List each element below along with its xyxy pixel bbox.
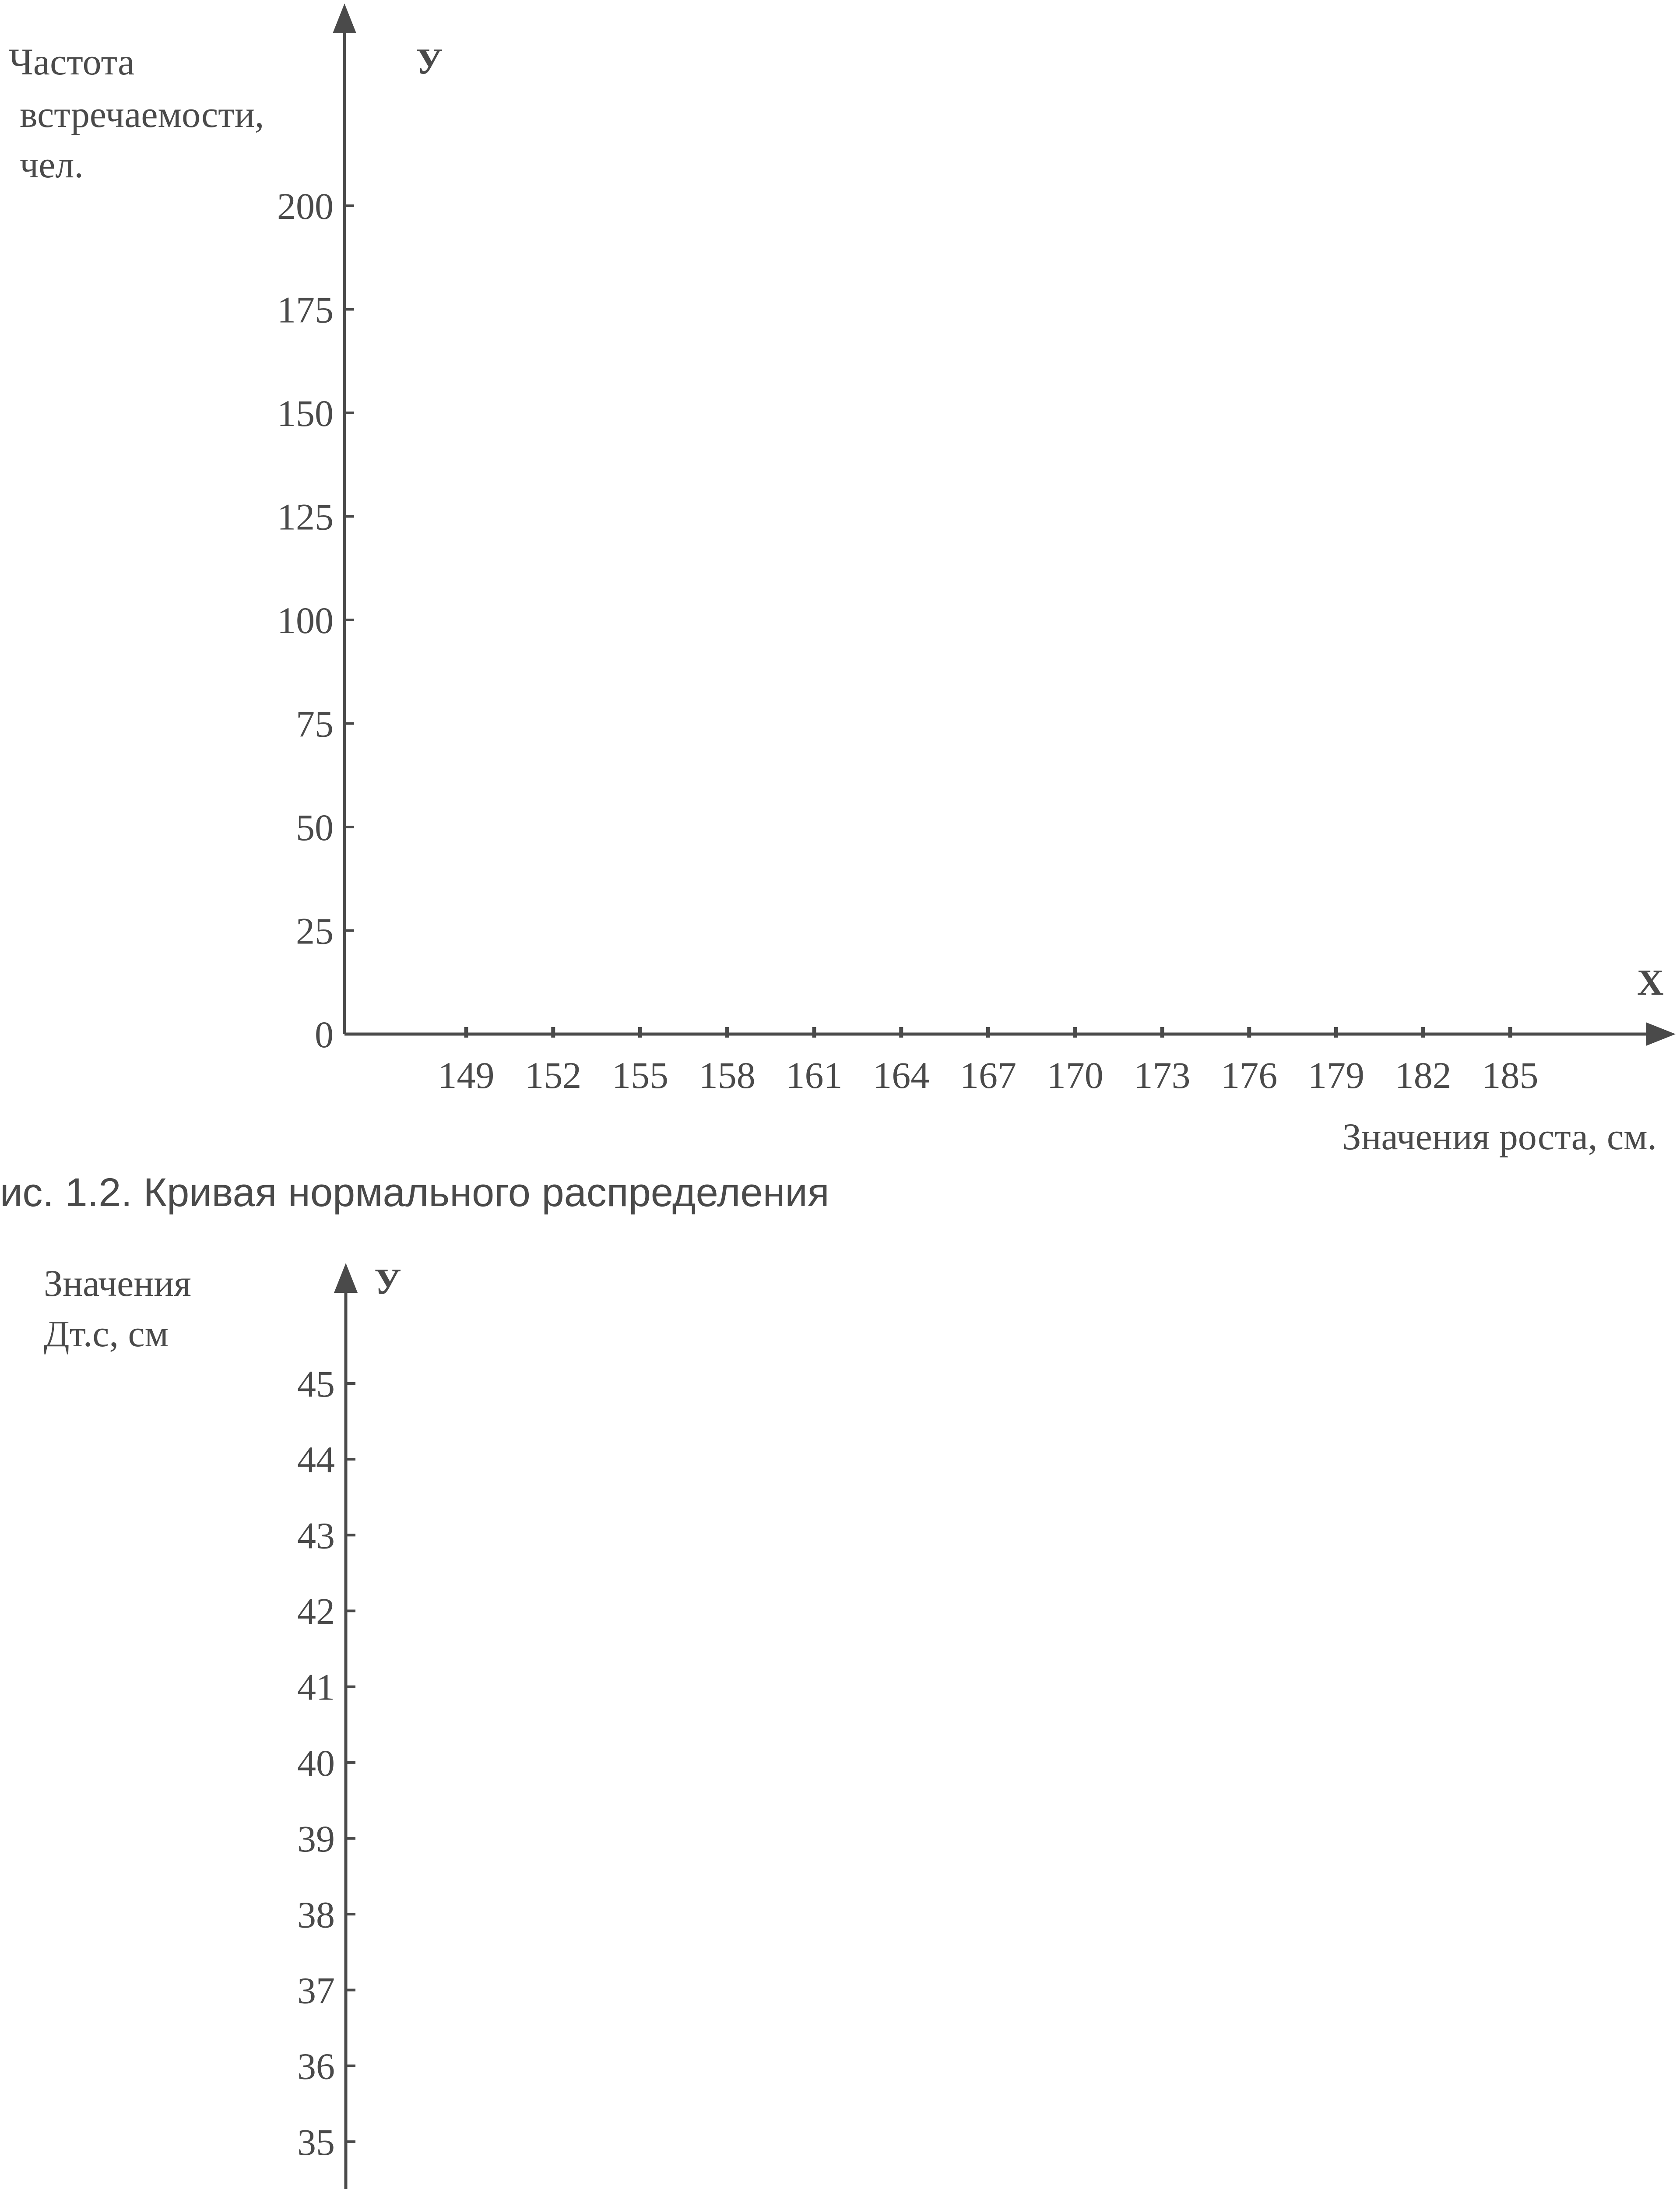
chart-1-y-tick-label: 100 bbox=[277, 599, 334, 641]
chart-2-y-axis-letter: У bbox=[374, 1261, 401, 1302]
chart-2-y-tick-label: 35 bbox=[297, 2121, 335, 2163]
chart-1-x-ticks bbox=[438, 1027, 1539, 1096]
chart-1-x-tick-label: 182 bbox=[1395, 1054, 1452, 1096]
chart-1-y-tick-label: 175 bbox=[277, 289, 334, 331]
chart-2-y-arrowhead bbox=[334, 1263, 358, 1293]
chart-1-x-tick-label: 164 bbox=[873, 1054, 930, 1096]
chart-1-x-axis-letter: X bbox=[1637, 962, 1664, 1003]
figure-caption: ис. 1.2. Кривая нормального распределения bbox=[0, 1170, 829, 1215]
chart-2-y-tick-label: 44 bbox=[297, 1439, 335, 1481]
chart-2-y-tick-label: 41 bbox=[297, 1666, 335, 1708]
chart-2-y-tick-label: 39 bbox=[297, 1818, 335, 1860]
chart-1-x-tick-label: 179 bbox=[1308, 1054, 1364, 1096]
chart-2-y-tick-label: 38 bbox=[297, 1893, 335, 1936]
chart-2-y-tick-label: 45 bbox=[297, 1363, 335, 1405]
chart-1-x-tick-label: 155 bbox=[612, 1054, 668, 1096]
chart-1-y-tick-label: 200 bbox=[277, 185, 334, 227]
chart-1-ylabel-line-3: чел. bbox=[20, 144, 84, 186]
chart-2-ylabel-line-1: Значения bbox=[44, 1262, 191, 1304]
chart-1-x-tick-label: 173 bbox=[1134, 1054, 1191, 1096]
chart-2-y-tick-label: 40 bbox=[297, 1742, 335, 1784]
chart-1-ylabel-line-2: встречаемости, bbox=[20, 93, 264, 135]
chart-1-y-tick-label: 50 bbox=[296, 806, 334, 848]
chart-1-y-axis-letter: У bbox=[416, 41, 443, 82]
chart-2-ylabel-line-2: Дт.с, см bbox=[44, 1313, 169, 1355]
chart-1-y-tick-label: 125 bbox=[277, 496, 334, 538]
chart-2-y-tick-label: 43 bbox=[297, 1514, 335, 1557]
chart-2-y-tick-label: 37 bbox=[297, 1969, 335, 2012]
chart-1-x-arrowhead bbox=[1646, 1022, 1676, 1046]
chart-1-y-tick-label: 150 bbox=[277, 392, 334, 434]
chart-1-y-ticks bbox=[277, 185, 354, 1056]
chart-1-x-tick-label: 149 bbox=[438, 1054, 495, 1096]
chart-2 bbox=[44, 1261, 1676, 2189]
chart-1 bbox=[9, 4, 1676, 1158]
chart-1-x-tick-label: 161 bbox=[786, 1054, 843, 1096]
chart-1-ylabel-line-1: Частота bbox=[9, 41, 135, 83]
chart-1-x-tick-label: 158 bbox=[699, 1054, 756, 1096]
chart-1-xlabel: Значения роста, см. bbox=[1342, 1116, 1657, 1158]
chart-1-x-tick-label: 176 bbox=[1221, 1054, 1278, 1096]
chart-1-x-tick-label: 167 bbox=[960, 1054, 1016, 1096]
chart-1-y-tick-label: 25 bbox=[296, 910, 334, 952]
chart-1-y-tick-label: 75 bbox=[296, 703, 334, 745]
chart-1-x-tick-label: 152 bbox=[525, 1054, 582, 1096]
chart-2-y-tick-label: 42 bbox=[297, 1590, 335, 1633]
chart-1-y-arrowhead bbox=[333, 4, 356, 33]
chart-1-y-tick-label: 0 bbox=[315, 1014, 334, 1056]
chart-2-y-tick-label: 36 bbox=[297, 2045, 335, 2087]
chart-1-x-tick-label: 170 bbox=[1047, 1054, 1104, 1096]
chart-1-x-tick-label: 185 bbox=[1482, 1054, 1539, 1096]
